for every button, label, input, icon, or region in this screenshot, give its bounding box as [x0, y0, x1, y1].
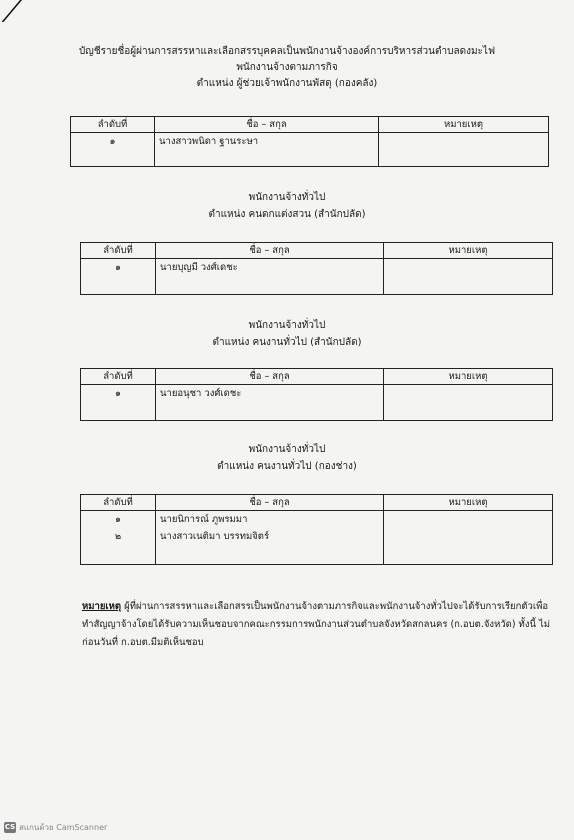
column-header-remark: หมายเหตุ [379, 117, 549, 133]
column-header-name: ชื่อ – สกุล [156, 495, 384, 511]
document-title: บัญชีรายชื่อผู้ผ่านการสรรหาและเลือกสรรบุคคลเป็นพนักงานจ้างองค์การบริหารส่วนตำบลดงมะไฟ [78, 46, 496, 57]
row-remark [384, 259, 553, 295]
employee-type-heading: พนักงานจ้างตามภารกิจ [236, 62, 338, 73]
position-heading: ตำแหน่ง คนดกแต่งสวน (สำนักปลัด) [208, 209, 366, 220]
watermark-text: สแกนด้วย CamScanner [19, 823, 108, 832]
table-header-row [71, 117, 549, 133]
row-remark [384, 385, 553, 421]
row-number: ๑ [81, 385, 156, 421]
row-name: นางสาวพนิดา ฐานระษา [155, 133, 379, 167]
row-number: ๑ [81, 259, 156, 295]
table-row [81, 259, 553, 295]
section-heading [0, 189, 574, 223]
table-row [71, 133, 549, 167]
column-header-remark: หมายเหตุ [384, 495, 553, 511]
table-header-row [81, 243, 553, 259]
document-header [0, 44, 574, 92]
column-header-remark: หมายเหตุ [384, 369, 553, 385]
column-header-name: ชื่อ – สกุล [156, 369, 384, 385]
remark-note [82, 598, 552, 652]
position-heading: ตำแหน่ง คนงานทั่วไป (สำนักปลัด) [212, 337, 362, 348]
employee-type-heading: พนักงานจ้างทั่วไป [248, 192, 326, 203]
column-header-name: ชื่อ – สกุล [156, 243, 384, 259]
row-number: ๑ [71, 133, 155, 167]
section-heading [0, 441, 574, 475]
position-heading: ตำแหน่ง ผู้ช่วยเจ้าพนักงานพัสดุ (กองคลัง) [196, 78, 378, 89]
note-label: หมายเหตุ [82, 601, 122, 612]
column-header-name: ชื่อ – สกุล [155, 117, 379, 133]
candidate-table [80, 368, 553, 421]
table-row [81, 385, 553, 421]
column-header-remark: หมายเหตุ [384, 243, 553, 259]
table-header-row [81, 369, 553, 385]
table-header-row [81, 495, 553, 511]
section-heading [0, 317, 574, 351]
column-header-order: ลำดับที่ [71, 117, 155, 133]
column-header-order: ลำดับที่ [81, 369, 156, 385]
row-number: ๑ ๒ [81, 511, 156, 565]
employee-type-heading: พนักงานจ้างทั่วไป [248, 444, 326, 455]
note-text: ผู้ที่ผ่านการสรรหาและเลือกสรรเป็นพนักงานจ้างตามภารกิจและพนักงานจ้างทั่วไปจะได้รับการเรียกตัวเพื่อทำสัญญาจ้างโดยได้รับความเห็นชอบจากคณะกรรมการพนักงานส่วนตำบลจังหวัดสกลนคร (ก.อบต.จังหวัด) ทั้งนี้ ไม่ก่อนวันที่ ก.อบต.มีมติเห็นชอบ [82, 601, 551, 648]
column-header-order: ลำดับที่ [81, 243, 156, 259]
employee-type-heading: พนักงานจ้างทั่วไป [248, 320, 326, 331]
paper-fold-mark [2, 0, 22, 22]
row-remark [379, 133, 549, 167]
column-header-order: ลำดับที่ [81, 495, 156, 511]
scanner-watermark [4, 821, 107, 834]
candidate-table [80, 242, 553, 295]
candidate-table [80, 494, 553, 565]
camscanner-icon: CS [4, 823, 16, 831]
row-name: นายบุญมี วงศ์เดชะ [156, 259, 384, 295]
candidate-table [70, 116, 549, 167]
row-name: นายนิการณ์ ภูพรมมา นางสาวเนติมา บรรทมจิตร์ [156, 511, 384, 565]
table-row [81, 511, 553, 565]
row-remark [384, 511, 553, 565]
row-name: นายอนุชา วงศ์เดชะ [156, 385, 384, 421]
position-heading: ตำแหน่ง คนงานทั่วไป (กองช่าง) [217, 461, 357, 472]
